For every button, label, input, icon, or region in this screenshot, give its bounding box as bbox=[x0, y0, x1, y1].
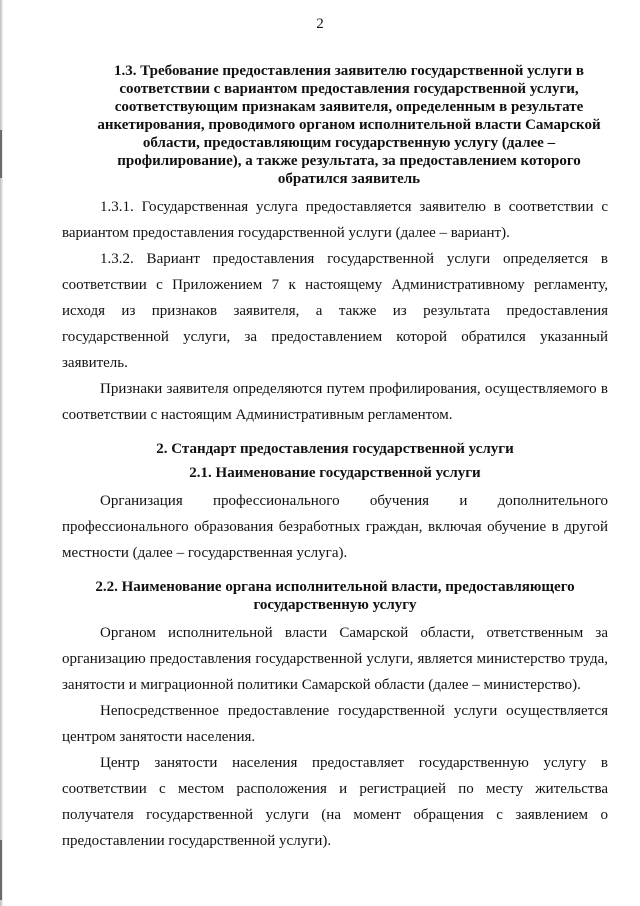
paragraph-2-2-location: Центр занятости населения предоставляет государственную услугу в соответствии с местом расположения и регистрацией по месту жительства получателя государственной услуги (на момент обращения с заявлением о предоставлении государственной услуги). bbox=[62, 755, 608, 849]
section-heading-2-2: 2.2. Наименование органа исполнительной власти, предоставляющего государственную услугу bbox=[95, 579, 575, 613]
paragraph-1-3-signs: Признаки заявителя определяются путем профилирования, осуществляемого в соответствии с настоящим Административным регламентом. bbox=[62, 381, 608, 423]
page-number: 2 bbox=[316, 16, 324, 32]
paragraph-2-1-service-name: Организация профессионального обучения и дополнительного профессионального образования безработных граждан, включая обучение в другой местности (далее – государственная услуга). bbox=[62, 493, 608, 561]
scan-mark bbox=[0, 840, 2, 900]
paragraph-1-3-2: 1.3.2. Вариант предоставления государственной услуги определяется в соответствии с Приложением 7 к настоящему Административному регламенту, исходя из признаков заявителя, а также из результата предоставления государственной услуги, за предоставлением которой обратился указанный заявитель. bbox=[62, 251, 608, 371]
document-body bbox=[62, 62, 608, 854]
section-heading-2-1: 2.1. Наименование государственной услуги bbox=[189, 465, 481, 481]
paragraph-2-2-authority: Органом исполнительной власти Самарской области, ответственным за организацию предоставления государственной услуги, является министерство труда, занятости и миграционной политики Самарской области (далее – министерство). bbox=[62, 625, 608, 693]
paragraph-2-2-employment-center: Непосредственное предоставление государственной услуги осуществляется центром занятости населения. bbox=[62, 703, 608, 745]
scan-mark bbox=[0, 130, 2, 178]
paragraph-1-3-1: 1.3.1. Государственная услуга предоставляется заявителю в соответствии с вариантом предоставления государственной услуги (далее – вариант). bbox=[62, 199, 608, 241]
section-heading-1-3: 1.3. Требование предоставления заявителю государственной услуги в соответствии с вариантом предоставления государственной услуги, соответствующим признакам заявителя, определенным в результате анкетирования, проводимого органом исполнительной власти Самарской области, предоставляющим государственную услугу (далее – профилирование), а также результата, за предоставлением которого обратился заявитель bbox=[97, 63, 601, 187]
section-heading-2: 2. Стандарт предоставления государственной услуги bbox=[156, 441, 514, 457]
